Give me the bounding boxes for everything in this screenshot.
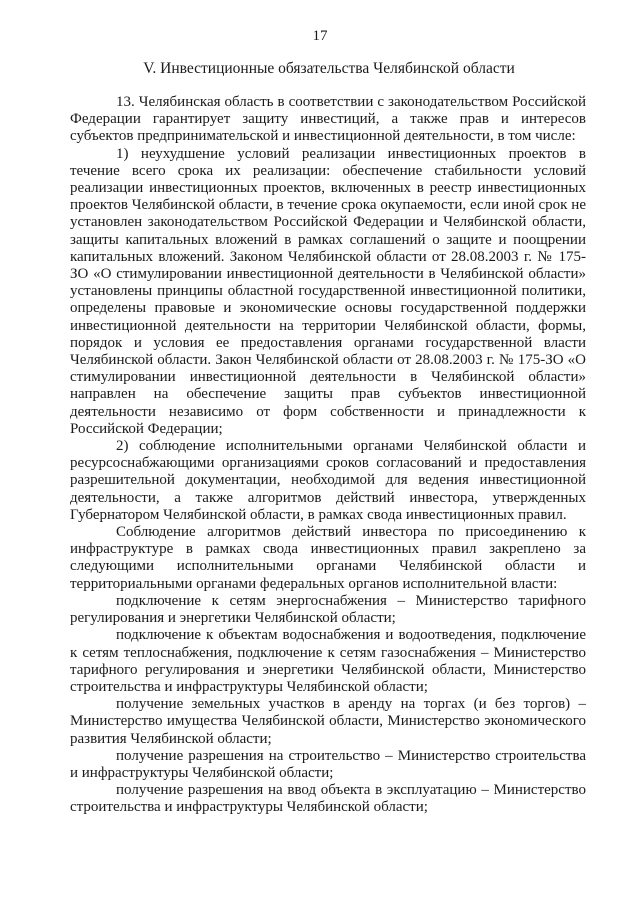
list-item-energy: подключение к сетям энергоснабжения – Министерство тарифного регулирования и энергетики Челябинской области; xyxy=(70,592,586,627)
list-item-construction-permit: получение разрешения на строительство – Министерство строительства и инфраструктуры Челябинской области; xyxy=(70,747,586,781)
paragraph-algorithms: Соблюдение алгоритмов действий инвестора по присоединению к инфраструктуре в рамках свода инвестиционных правил закреплено за следующими исполнительными органами Челябинской области и территориальными органами федеральных органов исполнительной власти: xyxy=(70,524,586,592)
paragraph-item-2: 2) соблюдение исполнительными органами Челябинской области и ресурсоснабжающими организациями сроков согласований и предоставления разрешительной документации, необходимой для ведения инвестиционной деятельности, а также алгоритмов действий инвестора, утвержденных Губернатором Челябинской области, в рамках свода инвестиционных правил. xyxy=(70,438,586,523)
paragraph-item-1: 1) неухудшение условий реализации инвестиционных проектов в течение всего срока их реализации: обеспечение стабильности условий реализации инвестиционных проектов, включенных в реестр инвестиционных проектов Челябинской области, в течение срока окупаемости, если иной срок не установлен законодательством Российской Федерации и Челябинской области, защиты капитальных вложений в рамках соглашений о защите и поощрении капитальных вложений. Законом Челябинской области от 28.08.2003 г. № 175-ЗО «О стимулировании инвестиционной деятельности в Челябинской области» установлены принципы областной государственной инвестиционной политики, определены правовые и экономические основы государственной поддержки инвестиционной деятельности на территории Челябинской области, формы, порядок и условия ее предоставления органами государственной власти Челябинской области. Закон Челябинской области от 28.08.2003 г. № 175-ЗО «О стимулировании инвестиционной деятельности в Челябинской области» направлен на обеспечение защиты прав субъектов инвестиционной деятельности независимо от форм собственности и принадлежности к Российской Федерации; xyxy=(70,145,586,437)
list-item-land-lease: получение земельных участков в аренду на торгах (и без торгов) – Министерство имущества Челябинской области, Министерство экономического развития Челябинской области; xyxy=(70,696,586,747)
document-body xyxy=(70,94,586,817)
paragraph-13-guarantees: 13. Челябинская область в соответствии с законодательством Российской Федерации гарантирует защиту инвестиций, а также прав и интересов субъектов предпринимательской и инвестиционной деятельности, в том числе: xyxy=(70,94,586,145)
list-item-commissioning-permit: получение разрешения на ввод объекта в эксплуатацию – Министерство строительства и инфраструктуры Челябинской области; xyxy=(70,782,586,816)
list-item-water-heat-gas: подключение к объектам водоснабжения и водоотведения, подключение к сетям теплоснабжения, подключение к сетям газоснабжения – Министерство тарифного регулирования и энергетики Челябинской области, Министерство строительства и инфраструктуры Челябинской области; xyxy=(70,627,586,695)
page-number: 17 xyxy=(312,28,328,44)
section-heading: V. Инвестиционные обязательства Челябинской области xyxy=(143,60,515,77)
